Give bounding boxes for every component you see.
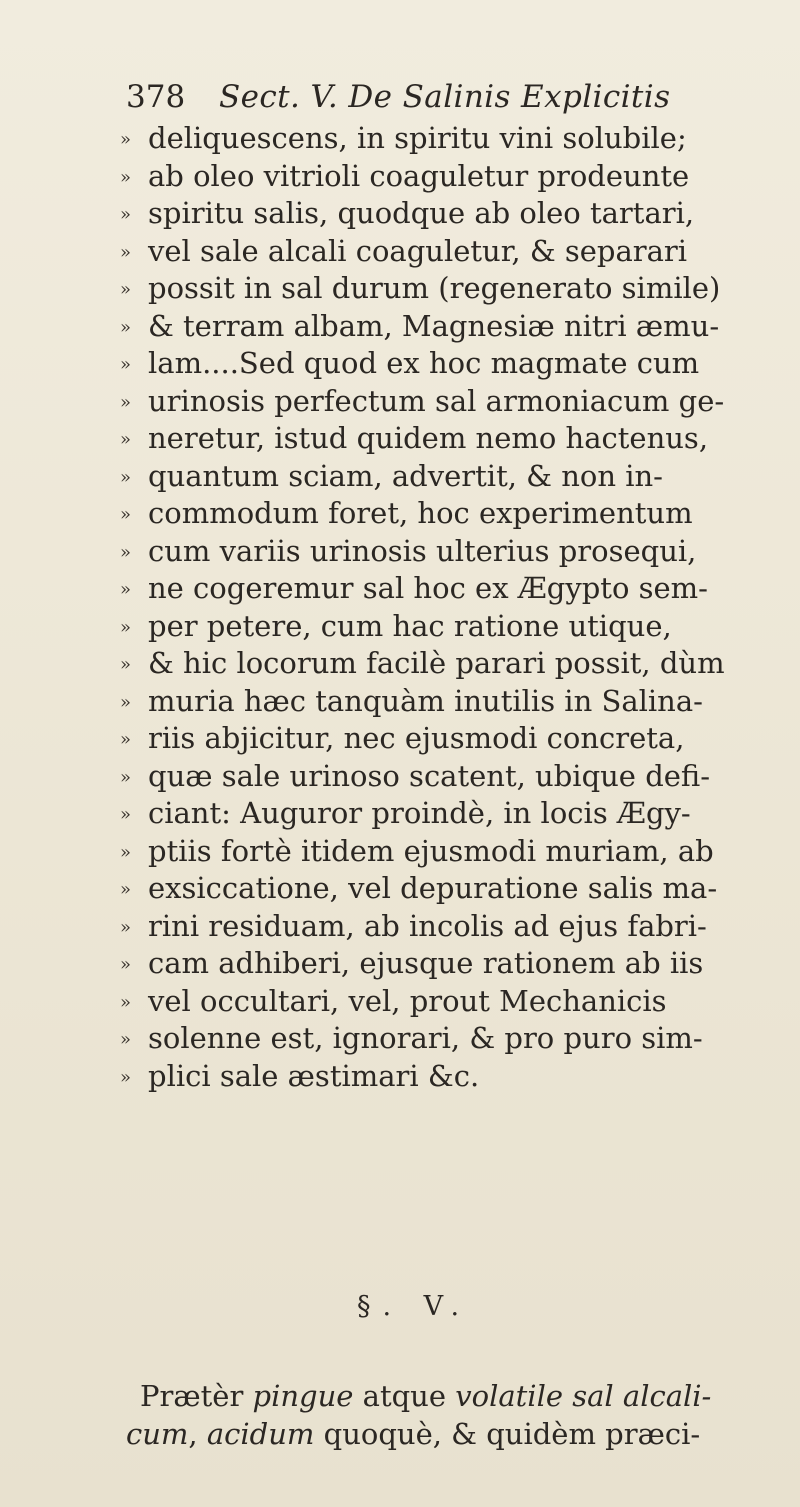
text-line: » commodum foret, hoc experimentum — [120, 495, 776, 533]
italic-term: acidum — [206, 1417, 315, 1451]
text-line: » spiritu salis, quodque ab oleo tartari, — [120, 195, 776, 233]
text-line: » muria hæc tanquàm inutilis in Salina- — [120, 683, 776, 721]
quotation-mark: » — [120, 241, 132, 263]
text-line: » urinosis perfectum sal armoniacum ge- — [120, 383, 776, 421]
text-line: » possit in sal durum (regenerato simile) — [120, 270, 776, 308]
quotation-mark: » — [120, 729, 132, 750]
quotation-mark: » — [120, 1029, 132, 1050]
quotation-mark: » — [120, 654, 132, 675]
text-line: » deliquescens, in spiritu vini solubile; — [120, 120, 776, 158]
text-line: » cum variis urinosis ulterius prosequi, — [120, 533, 776, 571]
quotation-mark: » — [120, 804, 132, 825]
quotation-mark: » — [120, 841, 132, 863]
quotation-mark: » — [120, 616, 132, 638]
quotation-mark: » — [120, 204, 132, 225]
main-text-block — [120, 120, 776, 1095]
text-line: » lam....Sed quod ex hoc magmate cum — [120, 345, 776, 383]
line-suffix: quoquè, & quidèm præci- — [314, 1417, 701, 1451]
quotation-mark: » — [120, 541, 132, 563]
quotation-mark: » — [120, 279, 132, 300]
italic-term: volatile sal alcali- — [455, 1379, 712, 1413]
quotation-mark: » — [120, 579, 132, 600]
text-line: » solenne est, ignorari, & pro puro sim- — [120, 1020, 776, 1058]
quotation-mark: » — [120, 166, 132, 188]
italic-term: pingue — [252, 1379, 354, 1413]
quotation-mark: » — [120, 316, 132, 338]
section-heading: §. V. — [357, 1291, 472, 1322]
text-line: » & terram albam, Magnesiæ nitri æmu- — [120, 308, 776, 346]
page-header — [126, 72, 726, 122]
text-line — [126, 1415, 766, 1453]
text-line: » & hic locorum facilè parari possit, dùm — [120, 645, 776, 683]
text-line: » quantum sciam, advertit, & non in- — [120, 458, 776, 496]
text-line: » rini residuam, ab incolis ad ejus fabri- — [120, 908, 776, 946]
quotation-mark: » — [120, 1066, 132, 1088]
italic-term: cum — [126, 1417, 189, 1451]
quotation-mark: » — [120, 129, 132, 150]
text-line: » plici sale æstimari &c. — [120, 1058, 776, 1096]
text-line: » ptiis fortè itidem ejusmodi muriam, ab — [120, 833, 776, 871]
quotation-mark: » — [120, 354, 132, 375]
line-middle: , — [188, 1417, 207, 1451]
text-line: » vel occultari, vel, prout Mechanicis — [120, 983, 776, 1021]
quotation-mark: » — [120, 504, 132, 525]
quotation-mark: » — [120, 991, 132, 1013]
text-line: » ciant: Auguror proindè, in locis Ægy- — [120, 795, 776, 833]
quotation-mark: » — [120, 954, 132, 975]
quotation-mark: » — [120, 879, 132, 900]
line-middle: atque — [353, 1379, 456, 1413]
text-line: » neretur, istud quidem nemo hactenus, — [120, 420, 776, 458]
running-head: Sect. V. De Salinis Explicitis — [219, 79, 671, 115]
text-line: » per petere, cum hac ratione utique, — [120, 608, 776, 646]
text-line: » riis abjicitur, nec ejusmodi concreta, — [120, 720, 776, 758]
quotation-mark: » — [120, 429, 132, 450]
text-line: » cam adhiberi, ejusque rationem ab iis — [120, 945, 776, 983]
continuation-text-block — [126, 1377, 766, 1453]
text-line: » vel sale alcali coaguletur, & separari — [120, 233, 776, 271]
quotation-mark: » — [120, 916, 132, 938]
text-line — [126, 1377, 766, 1415]
quotation-mark: » — [120, 766, 132, 788]
quotation-mark: » — [120, 691, 132, 713]
quotation-mark: » — [120, 391, 132, 413]
text-line: » ne cogeremur sal hoc ex Ægypto sem- — [120, 570, 776, 608]
line-prefix: Prætèr — [140, 1379, 253, 1413]
page-number: 378 — [126, 79, 186, 115]
quotation-mark: » — [120, 466, 132, 488]
text-line: » quæ sale urinoso scatent, ubique defi- — [120, 758, 776, 796]
text-line: » ab oleo vitrioli coaguletur prodeunte — [120, 158, 776, 196]
text-line: » exsiccatione, vel depuratione salis ma- — [120, 870, 776, 908]
